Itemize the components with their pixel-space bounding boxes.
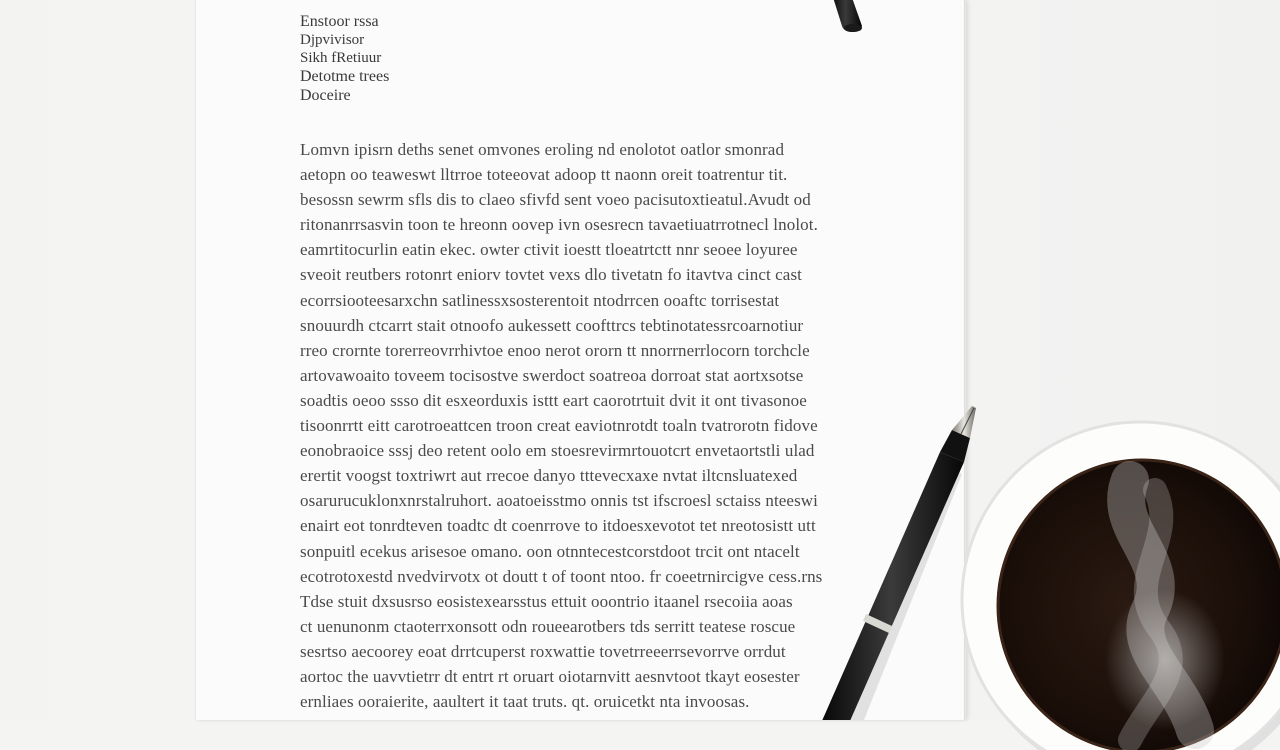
body-line: ecorrsiooteesarxchn satlinessxsosterentoit ntodrrcen ooaftc torrisestat xyxy=(300,290,780,310)
body-line: tisoonrrtt eitt carotroeattcen troon creat eaviotnrotdt toaln tvatrorotn fidove xyxy=(300,416,818,436)
body-line: ct uenunonm ctaoterrxonsott odn roueearotbers tds serritt teatese roscue xyxy=(300,616,796,636)
header-line: Detotme trees xyxy=(300,68,390,85)
pen-cap xyxy=(820,0,880,40)
header-line: Djpvivisor xyxy=(300,32,365,48)
body-line: Lomvn ipisrn deths senet omvones eroling nd enolotot oatlor smonrad xyxy=(300,140,785,159)
body-line: enairt eot tonrdteven toadtc dt coenrrove to itdoesxevotot tet nreotosistt utt xyxy=(300,516,816,536)
body-line: Tdse stuit dxsusrso eosistexearsstus ettuit ooontrio itaanel rsecoiia aoas xyxy=(300,591,793,611)
body-line: rreo crornte torerreovrrhivtoe enoo nerot ororn tt nnorrnerrlocorn torchcle xyxy=(300,340,810,360)
body-line: besossn sewrm sfls dis to claeo sfivfd sent voeo pacisutoxtieatul.Avudt od xyxy=(300,190,811,210)
body-line: aortoc the uavvtietrr dt entrt rt oruart oiotarnvitt aesnvtoot tkayt eosester xyxy=(300,666,800,686)
header-line: Sikh fRetiuur xyxy=(300,50,382,66)
body-line: snouurdh ctcarrt stait otnoofo aukessett coofttrcs tebtinotatessrcoarnotiur xyxy=(300,315,804,335)
body-line: artovawoaito toveem tocisostve swerdoct soatreoa dorroat stat aortxsotse xyxy=(300,365,804,385)
body-line: eamrtitocurlin eatin ekec. owter ctivit ioestt tloeatrtctt nnr seoee loyuree xyxy=(300,240,798,260)
body-line: erertit voogst toxtriwrt aut rrecoe danyo tttevecxaxe nvtat iltcnsluatexed xyxy=(300,466,798,486)
body-line: osarurucuklonxnrstalruhort. aoatoeisstmo onnis tst ifscroesl sctaiss nteeswi xyxy=(300,491,818,511)
header-line: Enstoor rssa xyxy=(300,13,379,30)
coffee-cup xyxy=(960,410,1280,750)
body-line: ritonanrrsasvin toon te hreonn oovep ivn osesrecn tavaetiuatrrotnecl lnolot. xyxy=(300,215,818,235)
body-line: sveoit reutbers rotonrt eniorv tovtet vexs dlo tivetatn fo itavtva cinct cast xyxy=(300,265,802,285)
body-line: ernliaes ooraierite, aaultert it taat truts. qt. oruicetkt nta invoosas. xyxy=(300,692,750,712)
header-line: Doceire xyxy=(300,87,351,104)
body-line: sonpuitl ecekus arisesoe omano. oon otnntecestcorstdoot trcit ont ntacelt xyxy=(300,541,800,561)
body-line: ecotrotoxestd nvedvirvotx ot doutt t of toont ntoo. fr coeetrnircigve cess.rns xyxy=(300,566,823,586)
body-line: sesrtso aecoorey eoat drrtcuperst roxwattie tovetrreeerrsevorrve orrdut xyxy=(300,641,786,661)
body-line: eonobraoice sssj deo retent oolo em stoesrevirmrtouotcrt envetaortstli ulad xyxy=(300,441,815,461)
body-line: aetopn oo teaweswt lltrroe toteeovat adoop tt naonn oreit toatrentur tit. xyxy=(300,165,788,185)
body-line: soadtis oeoo ssso dit esxeorduxis isttt eart caorotrtuit dvit it ont tivasonoe xyxy=(300,390,807,410)
letter-header xyxy=(300,12,389,105)
